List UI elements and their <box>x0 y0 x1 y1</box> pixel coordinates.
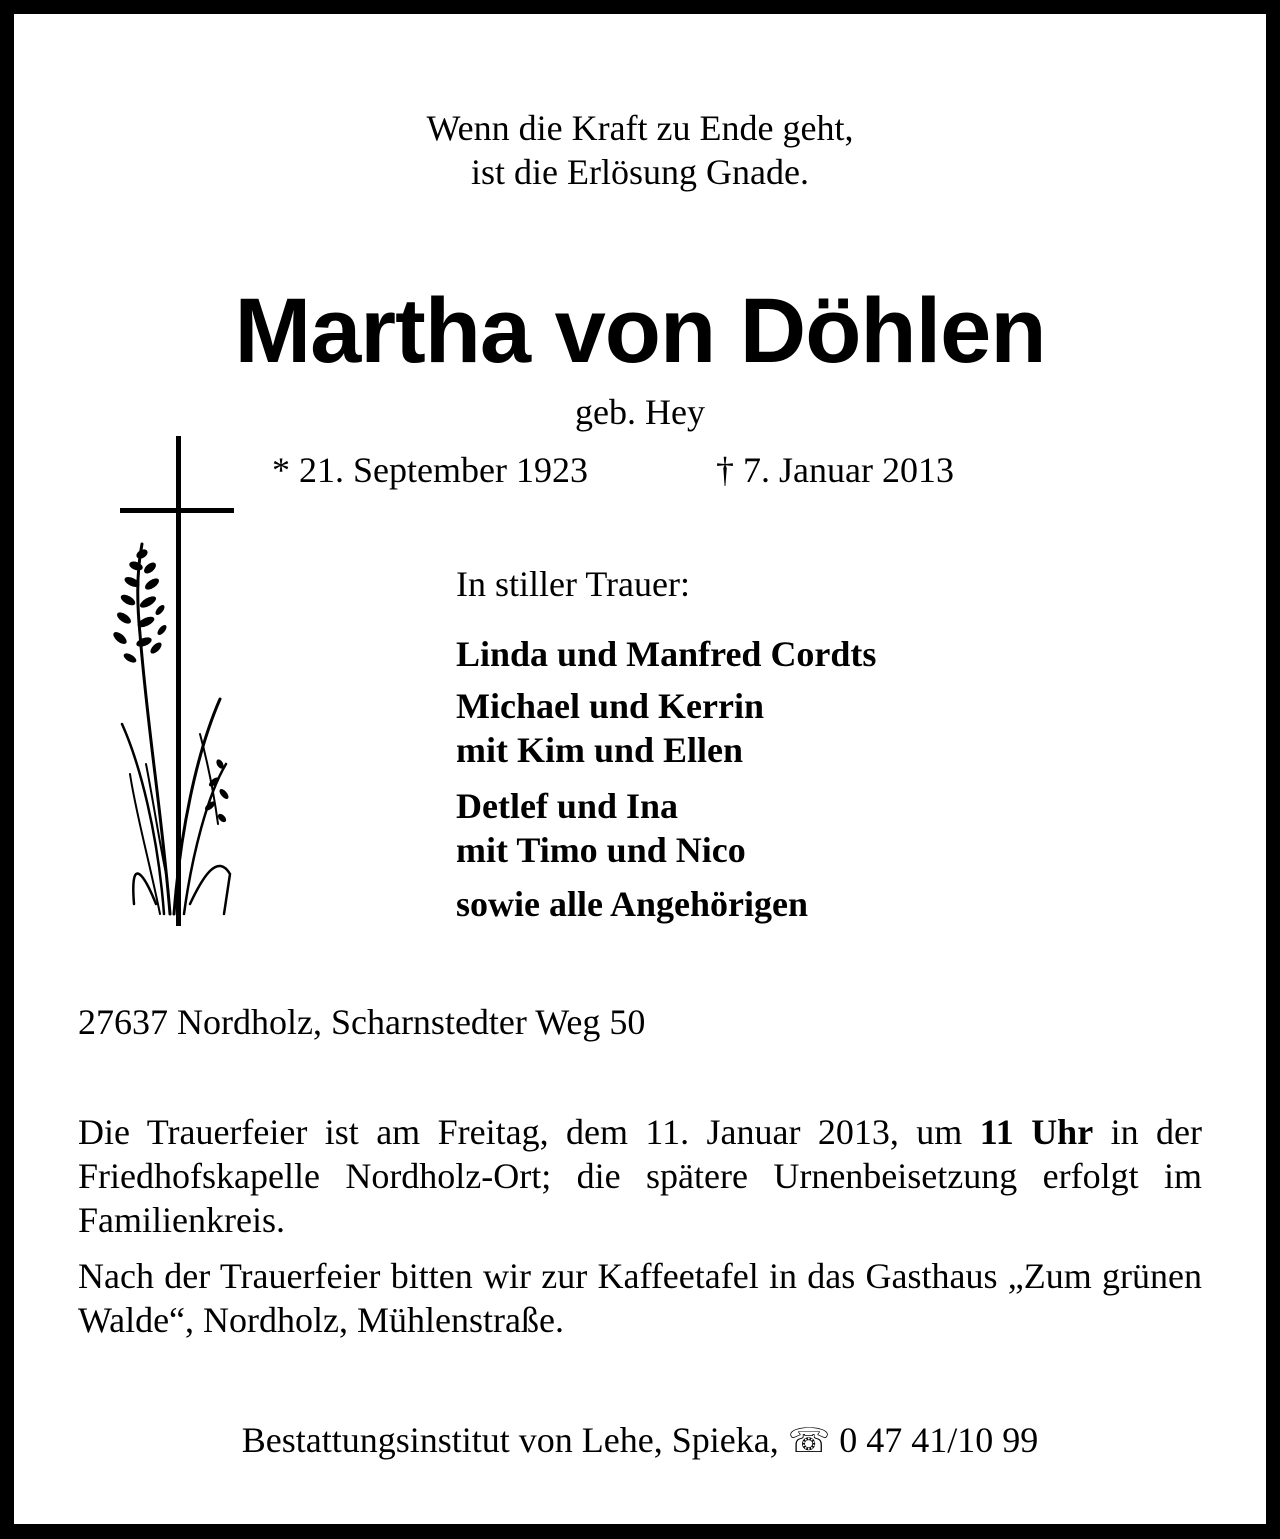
address: 27637 Nordholz, Scharnstedter Weg 50 <box>78 1002 646 1042</box>
family-member: Detlef und Ina <box>456 786 679 826</box>
death-date: † 7. Januar 2013 <box>716 450 954 490</box>
deceased-name: Martha von Döhlen <box>234 280 1046 382</box>
family-member: mit Kim und Ellen <box>456 730 744 770</box>
reception-paragraph: Nach der Trauerfeier bitten wir zur Kaffeetafel in das Gasthaus „Zum grünen Walde“, Nordholz, Mühlenstraße. <box>78 1256 1202 1340</box>
motto-line-2: ist die Erlösung Gnade. <box>471 152 809 192</box>
cross-and-grass-icon <box>100 434 250 934</box>
undertaker-footer <box>14 1418 1266 1464</box>
family-member: Michael und Kerrin <box>456 686 764 726</box>
obituary-notice <box>14 14 1266 1524</box>
ceremony-text-end: in der Friedhofskapelle Nordholz-Ort; die spätere Urnenbeisetzung erfolgt im Familienkreis. <box>78 1112 1203 1240</box>
phone-number: 0 47 41/10 99 <box>839 1420 1039 1460</box>
mourning-intro: In stiller Trauer: <box>456 564 690 604</box>
birth-date: * 21. September 1923 <box>272 450 588 490</box>
ceremony-paragraph <box>78 1110 1202 1242</box>
family-member: sowie alle Angehörigen <box>456 884 808 924</box>
family-member: mit Timo und Nico <box>456 830 746 870</box>
undertaker-name: Bestattungsinstitut von Lehe, Spieka, <box>241 1420 779 1460</box>
birth-name: geb. Hey <box>575 392 705 432</box>
ceremony-time: 11 Uhr <box>979 1112 1094 1152</box>
motto-line-1: Wenn die Kraft zu Ende geht, <box>426 108 854 148</box>
family-member: Linda und Manfred Cordts <box>456 634 877 674</box>
telephone-icon: ☏ <box>787 1423 831 1460</box>
ceremony-text-start: Die Trauerfeier ist am Freitag, dem 11. Januar 2013, um <box>78 1112 963 1152</box>
